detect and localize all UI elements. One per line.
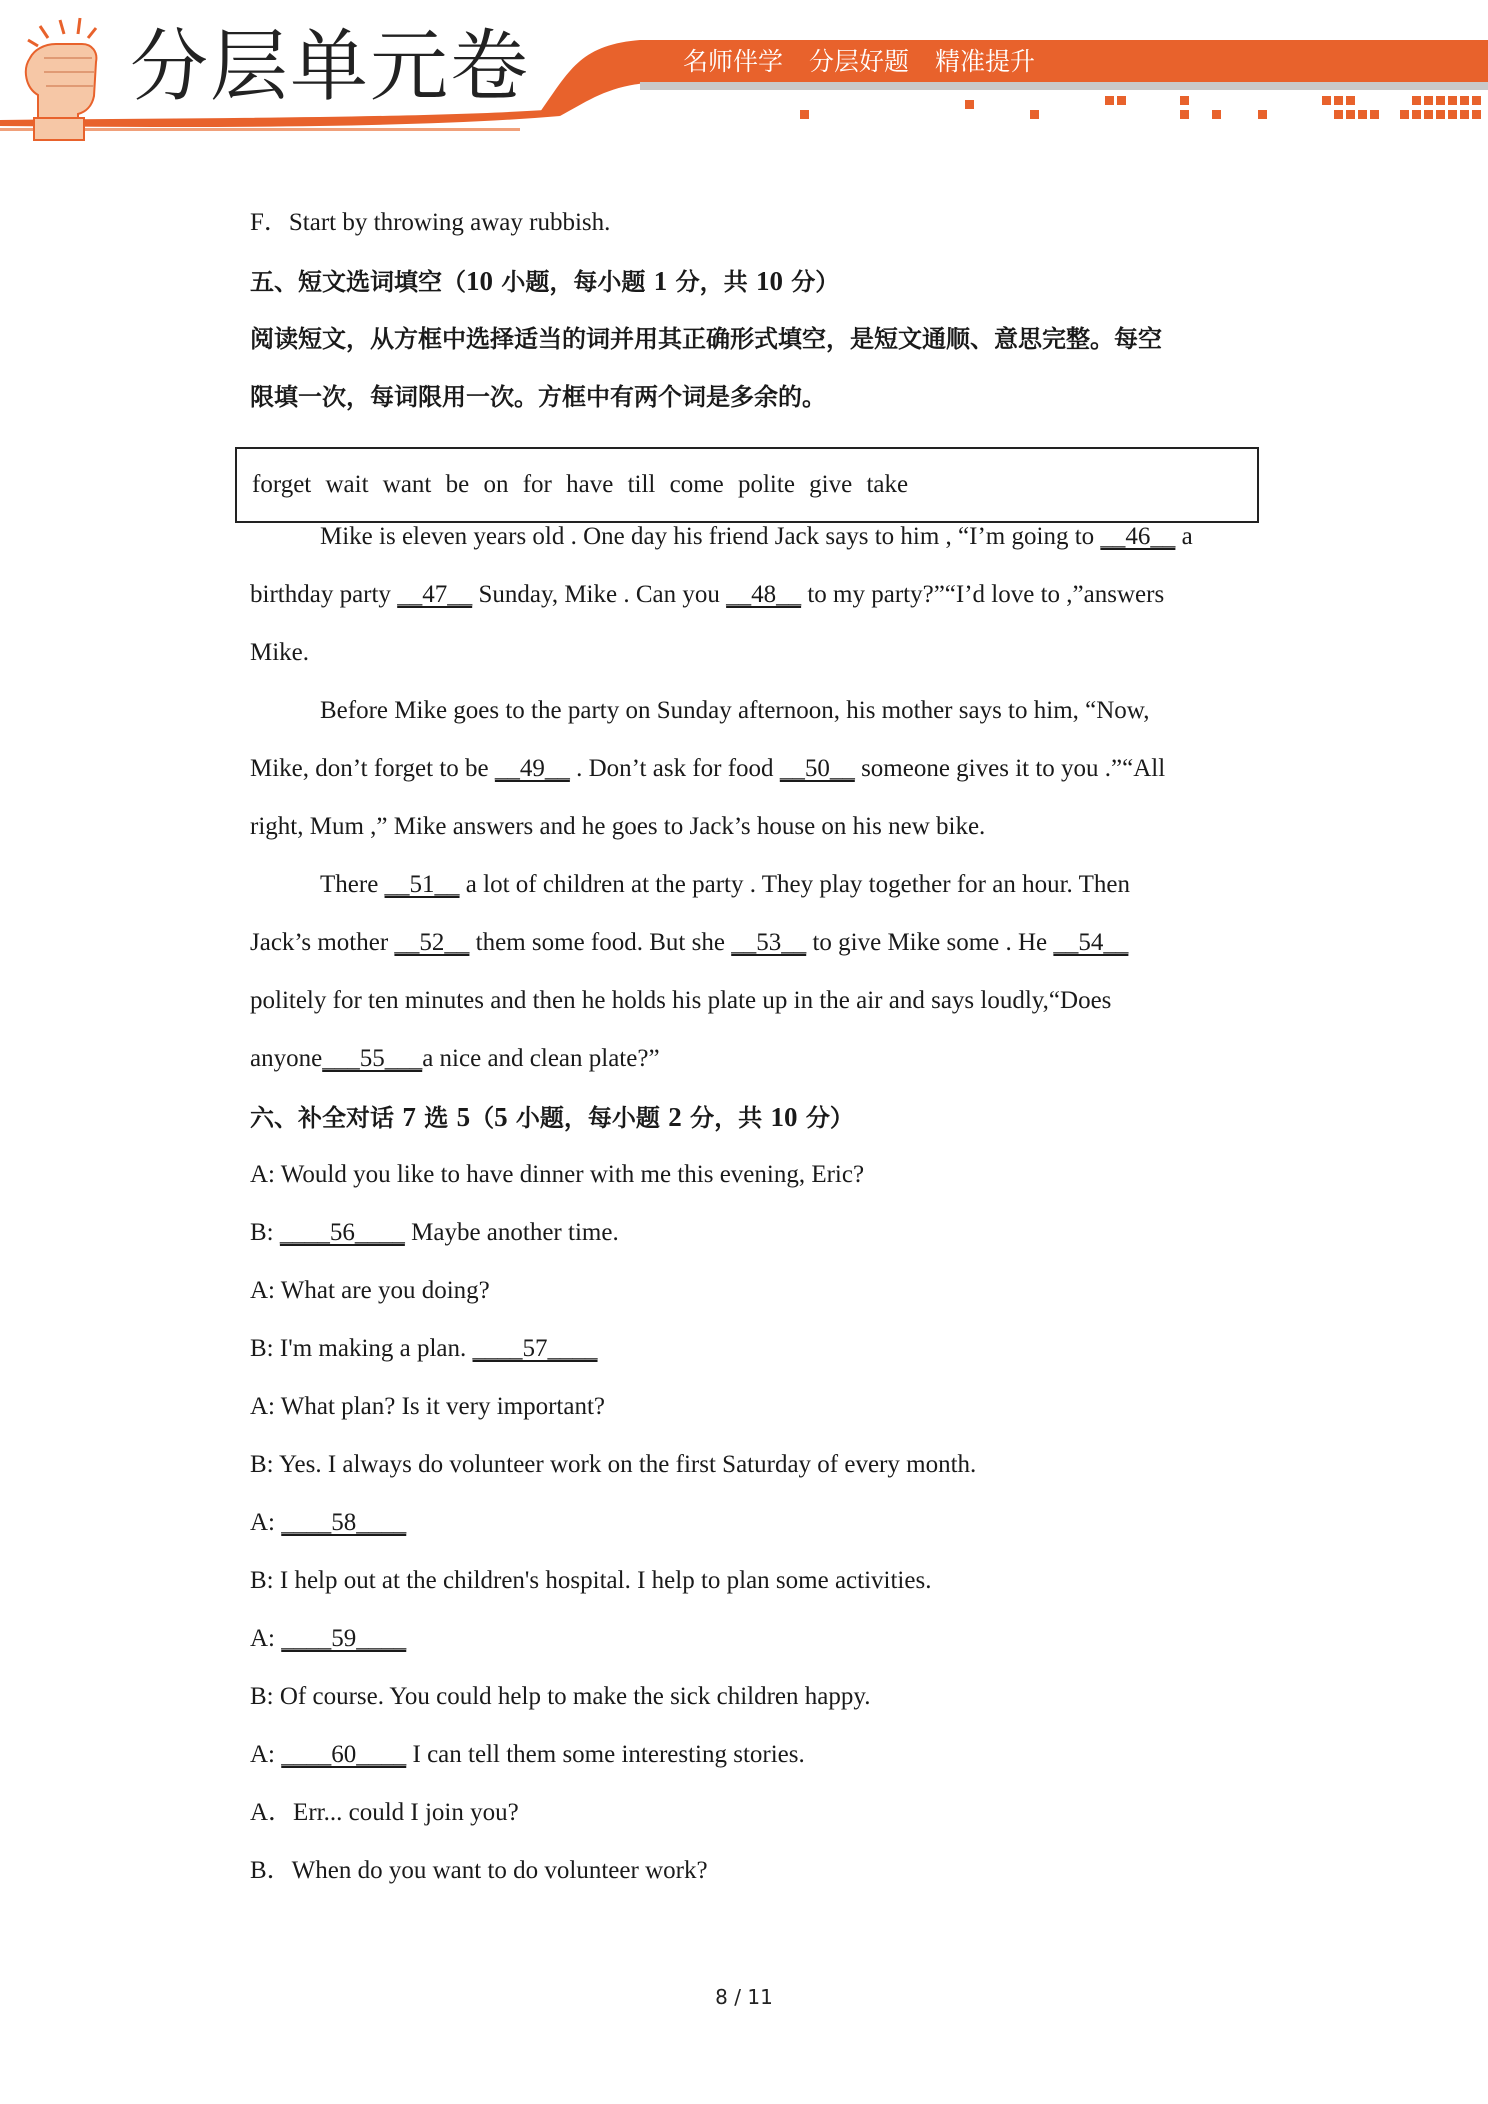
text-segment: Mike, don’t forget to be	[250, 755, 495, 782]
text-segment: them some food. But she	[469, 929, 732, 956]
text-line	[250, 1276, 490, 1306]
text-segment: 分）	[782, 267, 840, 296]
text-segment: 小题，每小题	[507, 1103, 669, 1132]
text-segment: . Don’t ask for food	[569, 755, 780, 782]
text-line	[250, 1856, 708, 1886]
heading-number: 10	[755, 266, 783, 296]
text-line	[250, 1682, 870, 1712]
text-line	[250, 754, 1165, 784]
answer-blank: __47__	[397, 581, 473, 608]
answer-blank: __48__	[726, 581, 802, 608]
answer-blank: __50__	[779, 755, 855, 782]
text-segment: someone gives it to you .”“All	[854, 755, 1166, 782]
text-line	[250, 266, 839, 297]
text-segment: Sunday, Mike . Can you	[472, 581, 727, 608]
heading-number: 10	[770, 1102, 798, 1132]
answer-blank: ____60____	[281, 1741, 407, 1768]
text-segment: 限填一次，每词限用一次。方框中有两个词是多余的。	[250, 382, 826, 411]
slogan-3: 精准提升	[935, 47, 1036, 76]
text-line	[250, 1508, 406, 1538]
text-segment: birthday party	[250, 581, 398, 608]
text-segment: a lot of children at the party . They play together for an hour. Then	[459, 871, 1130, 898]
text-segment: Mike.	[250, 639, 310, 666]
text-line	[250, 1102, 854, 1133]
answer-blank: __46__	[1100, 523, 1176, 550]
text-segment: There	[320, 871, 385, 898]
text-segment: A: What plan? Is it very important?	[250, 1393, 605, 1420]
brand-title: 分层单元卷	[130, 22, 531, 112]
page-number: 8 / 11	[715, 1985, 773, 2009]
text-segment: B:	[250, 1219, 280, 1246]
slogan-1: 名师伴学	[683, 47, 784, 76]
text-line	[250, 1160, 864, 1190]
text-segment: politely for ten minutes and then he holds his plate up in the air and says loudly,“Does	[250, 987, 1112, 1014]
answer-blank: ___55___	[322, 1045, 423, 1072]
text-segment: I can tell them some interesting stories.	[406, 1741, 805, 1768]
text-segment: 分，共	[681, 1103, 771, 1132]
heading-number: 5	[494, 1102, 508, 1132]
text-line	[250, 870, 1130, 900]
word-choice-list: forget wait want be on for have till come polite give take	[252, 471, 909, 498]
text-segment: a	[1175, 523, 1193, 550]
text-line	[250, 580, 1164, 610]
answer-blank: __53__	[731, 929, 807, 956]
text-line	[250, 324, 1162, 354]
text-line	[250, 208, 610, 238]
text-line	[250, 1740, 805, 1770]
heading-number: 2	[668, 1102, 682, 1132]
heading-number: 1	[653, 266, 668, 296]
text-segment: Mike is eleven years old . One day his friend Jack says to him , “I’m going to	[320, 523, 1101, 550]
text-line	[250, 522, 1193, 552]
text-line	[250, 928, 1128, 958]
text-segment: 小题，每小题	[493, 267, 654, 296]
slogan-2: 分层好题	[809, 47, 910, 76]
text-segment: to my party?”“I’d love to ,”answers	[801, 581, 1165, 608]
word-choice-box	[235, 447, 1259, 523]
text-segment: A: What are you doing?	[250, 1277, 490, 1304]
text-segment: A:	[250, 1509, 282, 1536]
text-segment: 阅读短文，从方框中选择适当的词并用其正确形式填空，是短文通顺、意思完整。每空	[250, 324, 1162, 353]
text-segment: B．When do you want to do volunteer work?	[250, 1857, 708, 1884]
heading-number: 10	[466, 266, 493, 296]
text-segment: 分，共	[667, 267, 756, 296]
header-slogan	[683, 42, 1061, 78]
answer-blank: __52__	[394, 929, 470, 956]
text-segment: to give Mike some . He	[806, 929, 1054, 956]
text-segment: （	[470, 1103, 495, 1132]
page-header	[0, 0, 1488, 150]
text-segment: B: I'm making a plan.	[250, 1335, 473, 1362]
answer-blank: __51__	[384, 871, 460, 898]
heading-number: 7	[402, 1102, 416, 1132]
text-line	[250, 1798, 519, 1828]
answer-blank: __49__	[494, 755, 570, 782]
text-segment: 分）	[797, 1103, 854, 1132]
text-line	[250, 382, 826, 412]
text-line	[250, 1624, 406, 1654]
text-line	[250, 1218, 619, 1248]
text-line	[250, 1566, 931, 1596]
heading-number: 5	[456, 1102, 471, 1132]
text-segment: A: Would you like to have dinner with me this evening, Eric?	[250, 1161, 865, 1188]
text-segment: Jack’s mother	[250, 929, 395, 956]
text-segment: A:	[250, 1741, 282, 1768]
text-segment: 选	[415, 1103, 457, 1132]
answer-blank: ____56____	[279, 1219, 405, 1246]
text-segment: B: Of course. You could help to make the sick children happy.	[250, 1683, 871, 1710]
answer-blank: __54__	[1053, 929, 1129, 956]
text-segment: anyone	[250, 1045, 323, 1072]
text-segment: A:	[250, 1625, 282, 1652]
text-segment: A．Err... could I join you?	[250, 1799, 519, 1826]
text-line	[250, 1044, 660, 1074]
text-line	[250, 696, 1149, 726]
text-line	[250, 1334, 598, 1364]
text-segment: F．Start by throwing away rubbish.	[250, 209, 611, 236]
text-segment: 六、补全对话	[250, 1103, 403, 1132]
text-segment: 五、短文选词填空（	[250, 267, 466, 296]
text-segment: B: Yes. I always do volunteer work on the first Saturday of every month.	[250, 1451, 977, 1478]
text-line	[250, 638, 309, 668]
answer-blank: ____58____	[281, 1509, 407, 1536]
answer-blank: ____59____	[281, 1625, 407, 1652]
text-segment: Before Mike goes to the party on Sunday afternoon, his mother says to him, “Now,	[320, 697, 1150, 724]
text-segment: B: I help out at the children's hospital. I help to plan some activities.	[250, 1567, 932, 1594]
answer-blank: ____57____	[472, 1335, 598, 1362]
text-line	[250, 1450, 976, 1480]
text-segment: a nice and clean plate?”	[422, 1045, 660, 1072]
text-line	[250, 812, 985, 842]
text-segment: Maybe another time.	[404, 1219, 619, 1246]
text-line	[250, 986, 1111, 1016]
text-line	[250, 1392, 605, 1422]
text-segment: right, Mum ,” Mike answers and he goes to Jack’s house on his new bike.	[250, 813, 986, 840]
